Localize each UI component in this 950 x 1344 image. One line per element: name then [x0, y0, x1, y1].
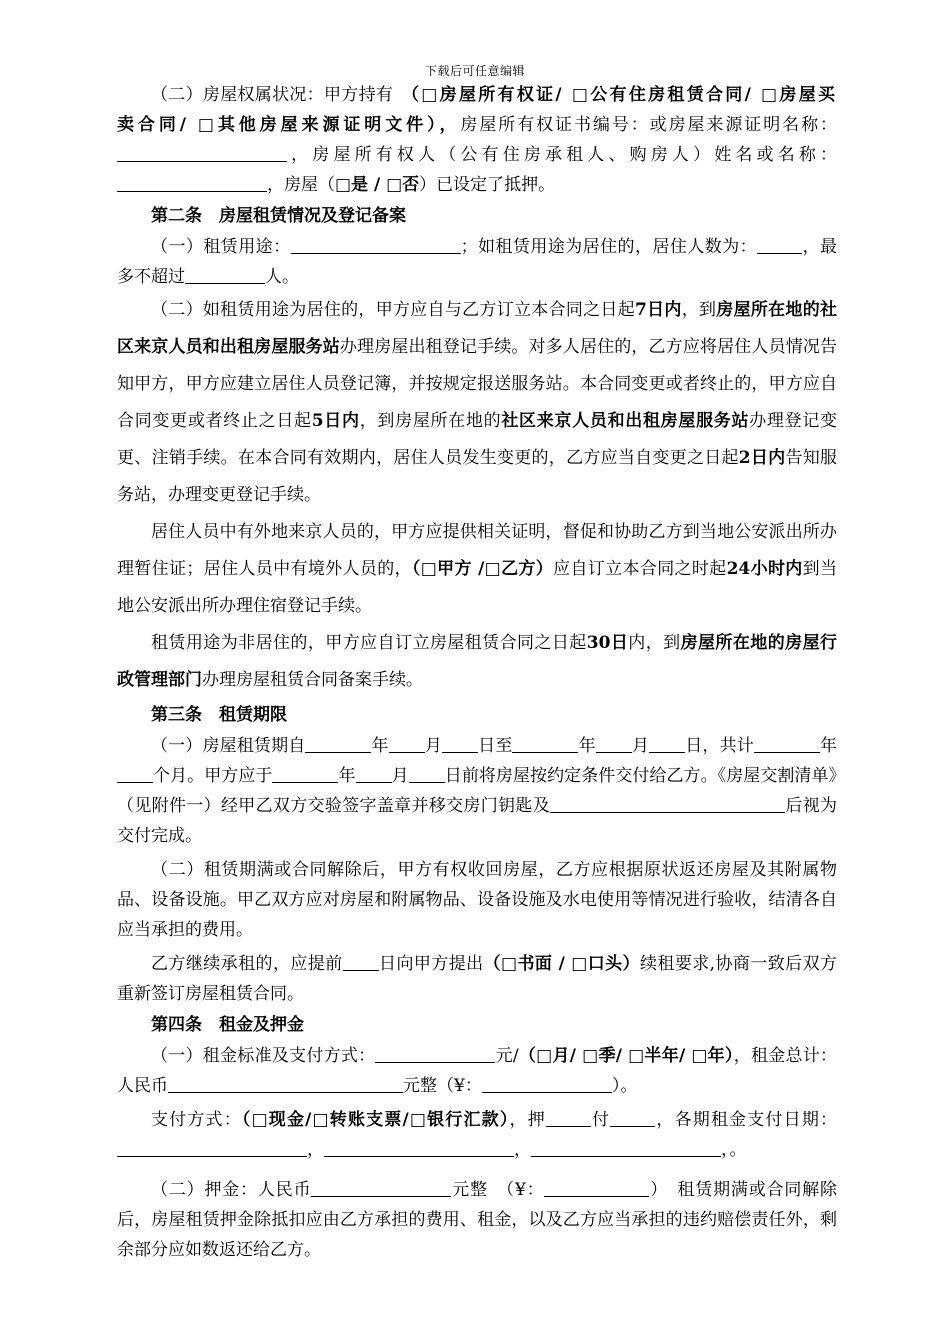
- text: 告知服务站，办理变更登记手续。: [117, 448, 837, 505]
- text: 后视为交付完成。: [117, 796, 838, 846]
- blank-field[interactable]: [272, 765, 338, 783]
- text: ，押: [509, 1110, 546, 1130]
- blank-field[interactable]: [546, 1109, 591, 1127]
- text: （一）租赁用途：: [151, 237, 291, 257]
- text: 乙方继续承租的，应提前: [151, 954, 343, 974]
- paragraph-rent: [117, 1041, 837, 1101]
- text: 房屋所在地的房屋行政管理部门: [117, 633, 838, 690]
- text: 24小时内: [726, 559, 803, 579]
- paragraph-return: （二）租赁期满或合同解除后，甲方有权收回房屋，乙方应根据原状返还房屋及其附属物品、设备设施。甲乙双方应对房屋和附属物品、设备设施及水电使用等情况进行验收，结清各自应当承担的费用。: [117, 860, 837, 940]
- paragraph-residents: [117, 514, 837, 625]
- text: ，: [721, 1140, 730, 1160]
- text: 居住人员中有外地来京人员的，甲方应提供相关证明，督促和协助乙方到当地公安派出所办理暂住证；居住人员中有境外人员的，: [117, 522, 837, 579]
- text: 或房屋来源证明名称：: [649, 115, 837, 135]
- paragraph-ownership: [117, 80, 837, 200]
- article-4-title: 第四条 租金及押金: [151, 1015, 304, 1035]
- text: 月: [391, 766, 409, 786]
- text: 日前将房屋按约定条件交付给乙方。《房屋交割清单》（见附件一）经甲乙双方交验签字盖章并移交房门钥匙及: [117, 766, 838, 816]
- text: 办理登记变更、注销手续。在本合同有效期内，居住人员发生变更的，乙方应当自变更之日起: [117, 411, 838, 468]
- blank-field[interactable]: [389, 735, 425, 753]
- paragraph-deposit: [117, 1175, 837, 1265]
- text: ）。: [611, 1076, 638, 1096]
- text: ，各期租金支付日期：: [655, 1110, 838, 1130]
- blank-field[interactable]: [117, 174, 267, 192]
- text: 年: [371, 736, 389, 756]
- blank-field[interactable]: [168, 1075, 403, 1093]
- text: （一）房屋租赁期自: [151, 736, 306, 756]
- paragraph-payment: [117, 1105, 837, 1165]
- text: 支付方式：: [151, 1110, 242, 1130]
- text: 人。: [265, 267, 299, 287]
- text: ，最多不超过: [117, 237, 838, 287]
- text: 日至: [478, 736, 513, 756]
- text: 房屋所有权证书编号：: [460, 115, 650, 135]
- blank-field[interactable]: [512, 735, 578, 753]
- text: 。: [729, 1140, 747, 1160]
- text: （二）押金：人民币: [151, 1180, 312, 1200]
- blank-field[interactable]: [649, 735, 685, 753]
- blank-field[interactable]: [117, 765, 153, 783]
- text: ，房屋所有权人（公有住房承租人、购房人）姓名或名称：: [287, 145, 837, 165]
- text: 月: [631, 736, 650, 756]
- text: ，: [307, 1140, 324, 1160]
- text: 年: [578, 736, 596, 756]
- text: 付: [590, 1110, 611, 1130]
- blank-field[interactable]: [305, 735, 371, 753]
- article-2-title: 第二条 房屋租赁情况及登记备案: [151, 206, 406, 226]
- blank-field[interactable]: [324, 1139, 514, 1157]
- text: 租赁用途为非居住的，甲方应自订立房屋租赁合同之日起: [151, 633, 587, 653]
- blank-field[interactable]: [544, 1179, 649, 1197]
- blank-field[interactable]: [117, 144, 287, 162]
- blank-field[interactable]: [375, 1045, 495, 1063]
- paragraph-term: [117, 731, 837, 851]
- text: ）已设定了抵押。: [419, 175, 556, 195]
- text: （一）租金标准及支付方式：: [151, 1046, 376, 1066]
- text: ，: [514, 1140, 531, 1160]
- text: 月: [424, 736, 443, 756]
- text: 共计: [719, 736, 754, 756]
- text: 房屋所在地的社区来京人员和出租房屋服务站: [117, 300, 837, 357]
- blank-field[interactable]: [117, 1139, 307, 1157]
- text: （二）如租赁用途为居住的，甲方应自与乙方订立本合同之日起: [151, 300, 636, 320]
- page-header: 下载后可任意编辑: [424, 64, 525, 78]
- blank-field[interactable]: [311, 1179, 451, 1197]
- text: 内，到: [628, 633, 681, 653]
- paragraph-non-residential: [117, 625, 837, 699]
- text: 续租要求,协商一致后双方重新签订房屋租赁合同。: [117, 954, 838, 1004]
- text: 到当地公安派出所办理住宿登记手续。: [117, 559, 837, 616]
- paragraph-usage: [117, 232, 837, 292]
- blank-field[interactable]: [754, 735, 820, 753]
- ownership-options: （□房屋所有权证/ □公有住房租赁合同/ □房屋买卖合同/ □其他房屋来源证明文件），: [117, 85, 837, 135]
- text: 7日内: [635, 300, 682, 320]
- document-body: [117, 80, 837, 1265]
- blank-field[interactable]: [610, 1109, 655, 1127]
- text: 元整 （¥：: [451, 1180, 545, 1200]
- blank-field[interactable]: [343, 953, 379, 971]
- text: ；如租赁用途为居住的，居住人数为：: [460, 237, 758, 257]
- text: 社区来京人员和出租房屋服务站: [501, 411, 750, 431]
- text: ，房屋（: [267, 175, 335, 195]
- text: （二）房屋权属状况：甲方持有: [151, 85, 411, 105]
- mortgage-options: □是 / □否: [335, 175, 420, 195]
- blank-field[interactable]: [531, 1139, 721, 1157]
- period-options: （□月/ □季/ □半年/ □年）: [518, 1046, 734, 1066]
- text: 办理房屋出租登记手续。对多人居住的，乙方应将居住人员情况告知甲方，甲方应建立居住人员登记簿，并按规定报送服务站。本合同变更或者终止的，甲方应自合同变更或者终止之日起: [117, 337, 838, 431]
- text: 办理房屋租赁合同备案手续。: [202, 670, 423, 690]
- text: ，到房屋所在地的: [359, 411, 502, 431]
- renewal-options: （□书面 / □口头）: [483, 954, 640, 974]
- blank-field[interactable]: [356, 765, 392, 783]
- blank-field[interactable]: [482, 1075, 612, 1093]
- text: 元/: [495, 1046, 519, 1066]
- article-3-title: 第三条 租赁期限: [151, 705, 287, 725]
- text: 年: [819, 736, 838, 756]
- text: 2日内: [738, 448, 786, 468]
- paragraph-registration: [117, 292, 837, 514]
- blank-field[interactable]: [757, 236, 802, 254]
- text: ） 租赁期满或合同解除后，房屋租赁押金除抵扣应由乙方承担的费用、租金，以及乙方应当承担的违约赔偿责任外，剩余部分应如数返还给乙方。: [117, 1180, 838, 1260]
- blank-field[interactable]: [409, 765, 445, 783]
- paragraph-renewal: [117, 949, 837, 1009]
- text: 5日内: [311, 411, 360, 431]
- text: 个月。甲方应于: [153, 766, 273, 786]
- blank-field[interactable]: [550, 795, 785, 813]
- text: 元整（¥：: [403, 1076, 482, 1096]
- text: 应自订立本合同之时起: [553, 559, 727, 579]
- party-options: （□甲方 /□乙方）: [411, 559, 554, 579]
- text: 30日: [586, 633, 629, 653]
- text: ，到: [681, 300, 717, 320]
- blank-field[interactable]: [185, 266, 265, 284]
- blank-field[interactable]: [291, 236, 461, 254]
- text: 年: [338, 766, 356, 786]
- text: 日向甲方提出: [378, 954, 484, 974]
- text: 日，: [685, 736, 720, 756]
- blank-field[interactable]: [442, 735, 478, 753]
- text: ，租金总计：人民币: [117, 1046, 837, 1096]
- payment-options: （□现金/□转账支票/□银行汇款）: [241, 1110, 510, 1130]
- blank-field[interactable]: [596, 735, 632, 753]
